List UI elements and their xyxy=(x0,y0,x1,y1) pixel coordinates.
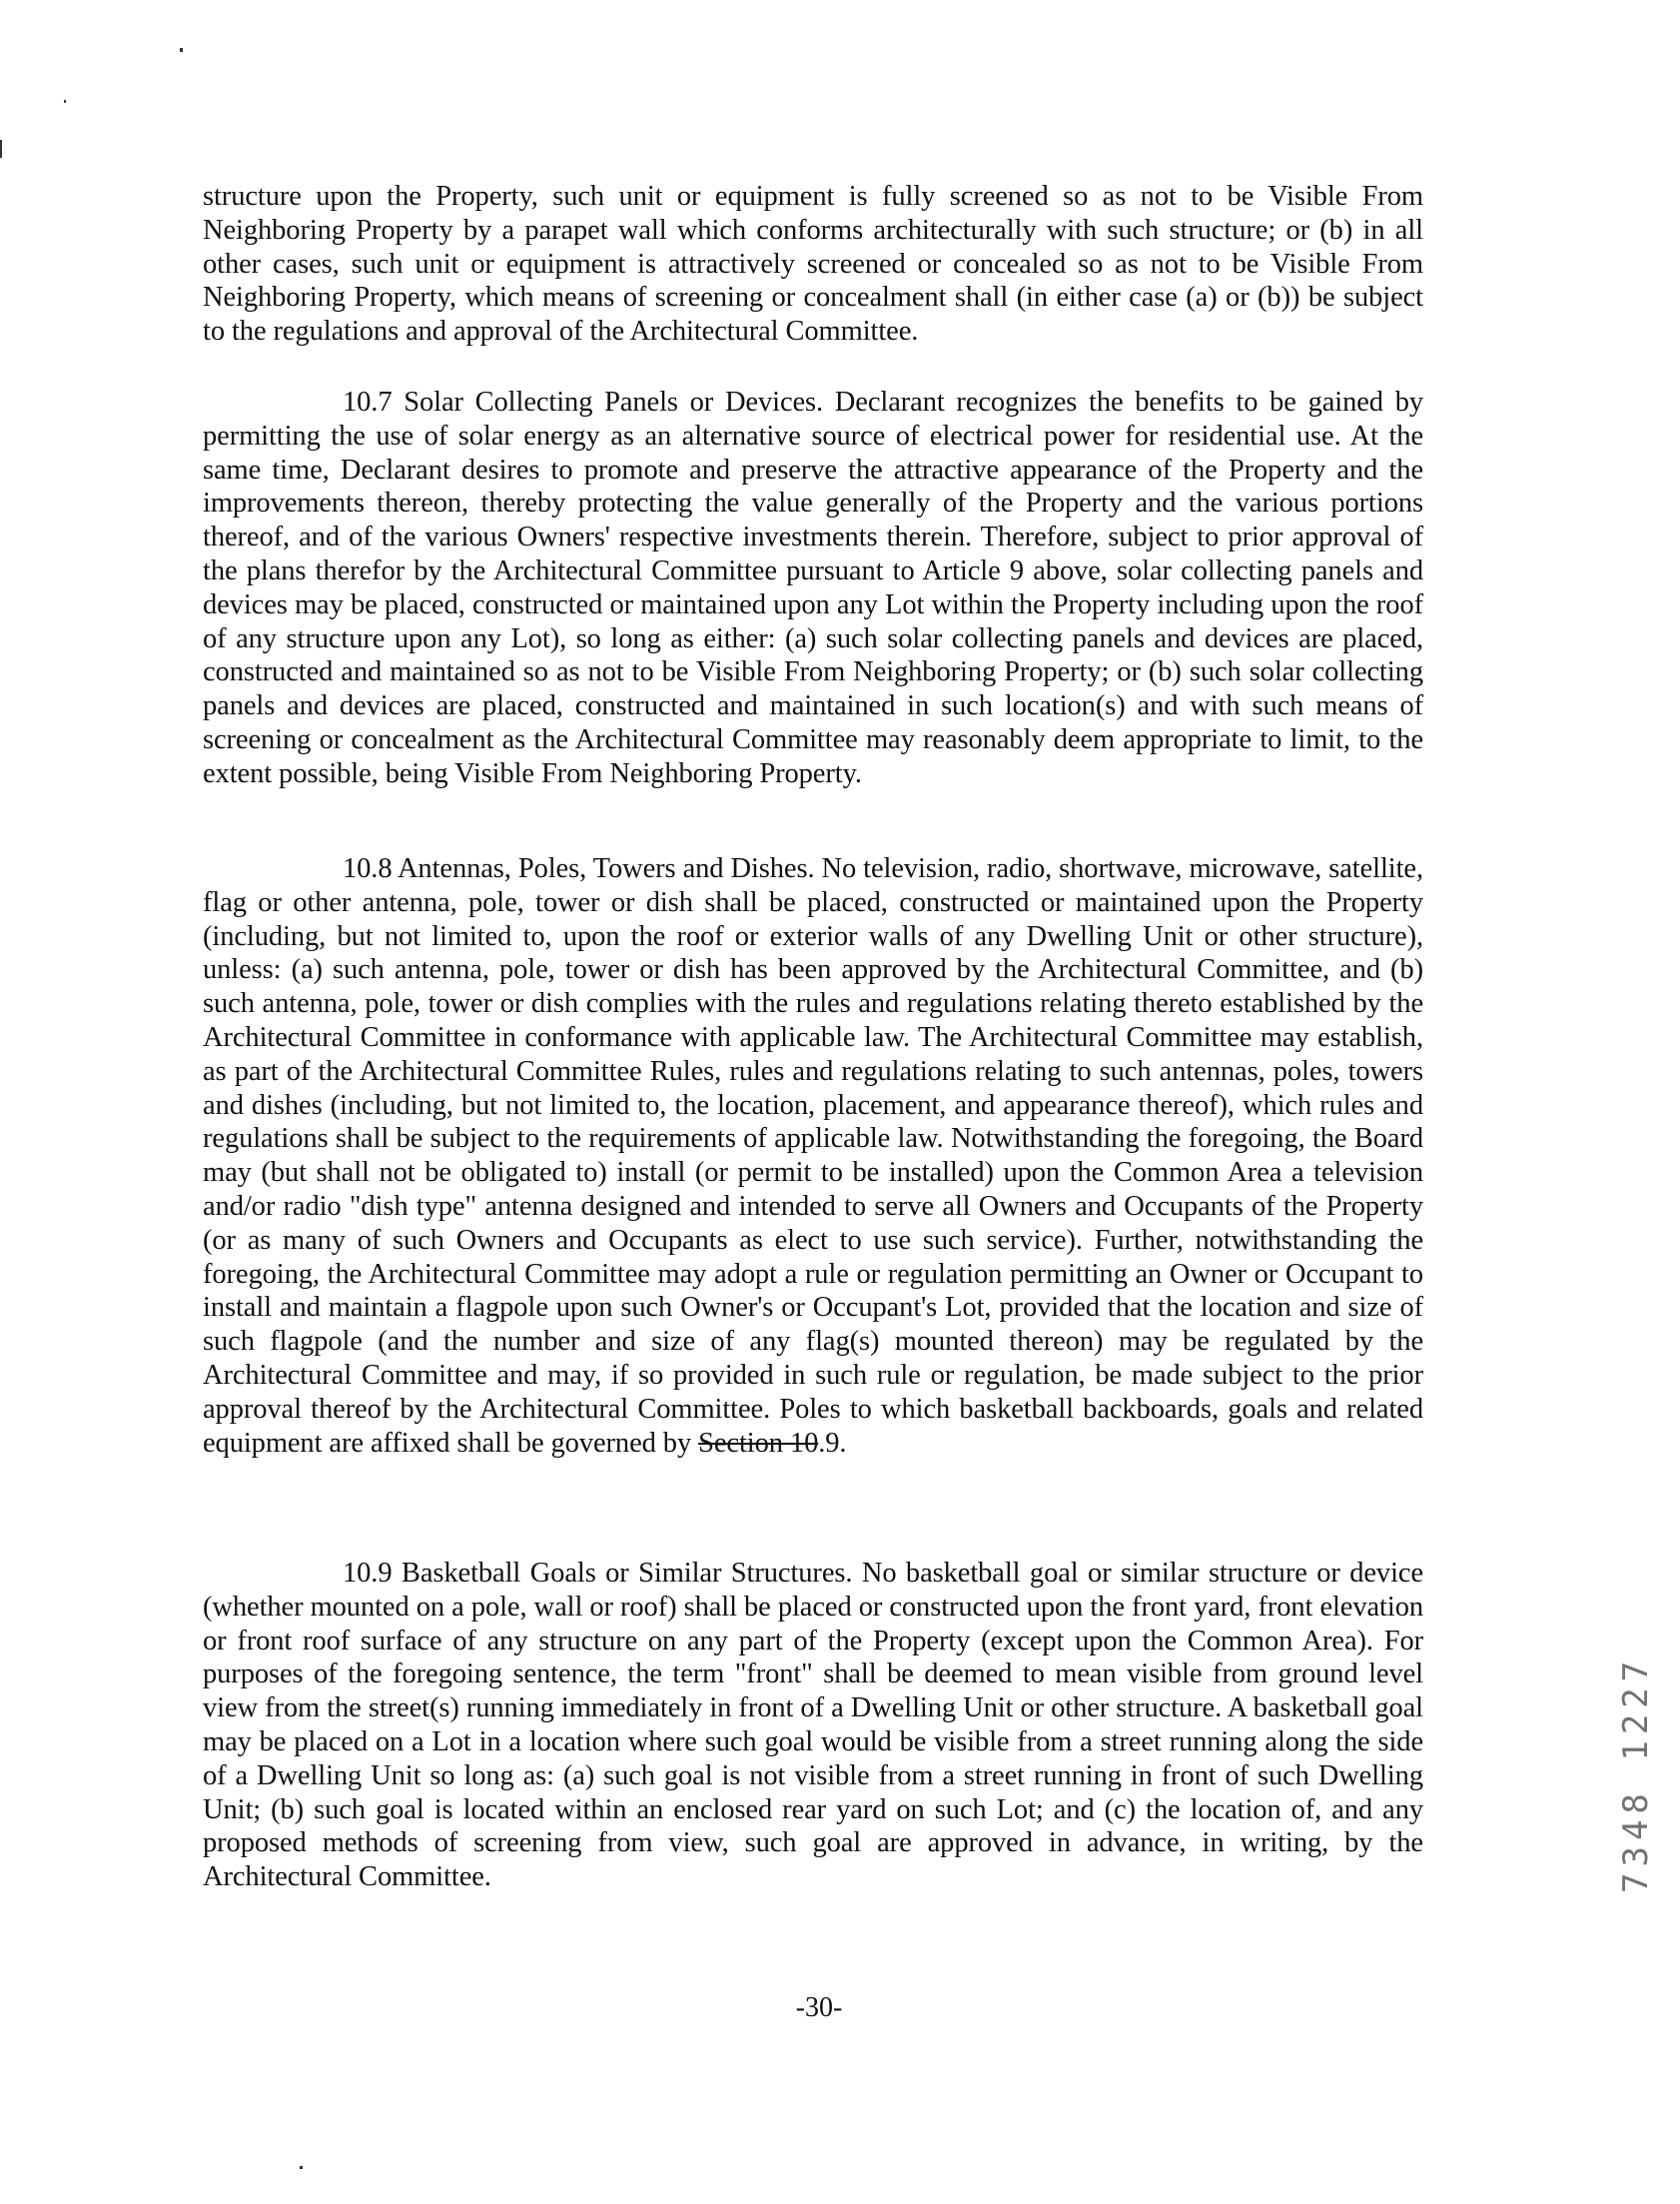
scan-speck xyxy=(300,2166,303,2169)
section-10-8-struck-text: Section 10 xyxy=(698,1427,819,1459)
section-10-8 xyxy=(203,852,1423,1460)
section-10-8-paragraph xyxy=(203,852,1423,1460)
scan-speck xyxy=(0,140,2,158)
section-10-9 xyxy=(203,1557,1423,1894)
section-10-8-ending: .9. xyxy=(818,1427,847,1459)
continued-paragraph xyxy=(203,180,1423,349)
section-10-7-text: 10.7 Solar Collecting Panels or Devices. Declarant recognizes the benefits to be gained by permitting the use of solar energy as an alternative source of electrical power for residential use. At the same time, Declarant desires to promote and preserve the attractive appearance of the Property and the improvements thereon, thereby protecting the value generally of the Property and the various portions thereof, and of the various Owners' respective investments therein. Therefore, subject to prior approval of the plans therefor by the Architectural Committee pursuant to Article 9 above, solar collecting panels and devices may be placed, constructed or maintained upon any Lot within the Property including upon the roof of any structure upon any Lot), so long as either: (a) such solar collecting panels and devices are placed, constructed and maintained so as not to be Visible From Neighboring Property; or (b) such solar collecting panels and devices are placed, constructed and maintained in such location(s) and with such means of screening or concealment as the Architectural Committee may reasonably deem appropriate to limit, to the extent possible, being Visible From Neighboring Property. xyxy=(203,387,1423,789)
scan-speck xyxy=(180,48,183,52)
recording-stamp: 7348 1227 xyxy=(1616,1654,1656,1893)
section-10-8-text: 10.8 Antennas, Poles, Towers and Dishes. No television, radio, shortwave, microwave, satellite, flag or other antenna, pole, tower or dish shall be placed, constructed or maintained upon the Property (including, but not limited to, upon the roof or exterior walls of any Dwelling Unit or other structure), unless: (a) such antenna, pole, tower or dish has been approved by the Architectural Committee, and (b) such antenna, pole, tower or dish complies with the rules and regulations relating thereto established by the Architectural Committee in conformance with applicable law. The Architectural Committee may establish, as part of the Architectural Committee Rules, rules and regulations relating to such antennas, poles, towers and dishes (including, but not limited to, the location, placement, and appearance thereof), which rules and regulations shall be subject to the requirements of applicable law. Notwithstanding the foregoing, the Board may (but shall not be obligated to) install (or permit to be installed) upon the Common Area a television and/or radio "dish type" antenna designed and intended to serve all Owners and Occupants of the Property (or as many of such Owners and Occupants as elect to use such service). Further, notwithstanding the foregoing, the Architectural Committee may adopt a rule or regulation permitting an Owner or Occupant to install and maintain a flagpole upon such Owner's or Occupant's Lot, provided that the location and size of such flagpole (and the number and size of any flag(s) mounted thereon) may be regulated by the Architectural Committee and may, if so provided in such rule or regulation, be made subject to the prior approval thereof by the Architectural Committee. Poles to which basketball backboards, goals and related equipment are affixed shall be governed by xyxy=(203,853,1423,1459)
continued-paragraph-text: structure upon the Property, such unit or equipment is fully screened so as not to be Visible From Neighboring Property by a parapet wall which conforms architecturally with such structure; or (b) in all other cases, such unit or equipment is attractively screened or concealed so as not to be Visible From Neighboring Property, which means of screening or concealment shall (in either case (a) or (b)) be subject to the regulations and approval of the Architectural Committee. xyxy=(203,181,1423,348)
section-10-9-text: 10.9 Basketball Goals or Similar Structures. No basketball goal or similar structure or device (whether mounted on a pole, wall or roof) shall be placed or constructed upon the front yard, front elevation or front roof surface of any structure on any part of the Property (except upon the Common Area). For purposes of the foregoing sentence, the term "front" shall be deemed to mean visible from ground level view from the street(s) running immediately in front of a Dwelling Unit or other structure. A basketball goal may be placed on a Lot in a location where such goal would be visible from a street running along the side of a Dwelling Unit so long as: (a) such goal is not visible from a street running in front of such Dwelling Unit; (b) such goal is located within an enclosed rear yard on such Lot; and (c) the location of, and any proposed methods of screening from view, such goal are approved in advance, in writing, by the Architectural Committee. xyxy=(203,1558,1423,1893)
page-number: -30- xyxy=(795,1992,843,2023)
scan-speck xyxy=(64,100,66,103)
section-10-7 xyxy=(203,386,1423,791)
